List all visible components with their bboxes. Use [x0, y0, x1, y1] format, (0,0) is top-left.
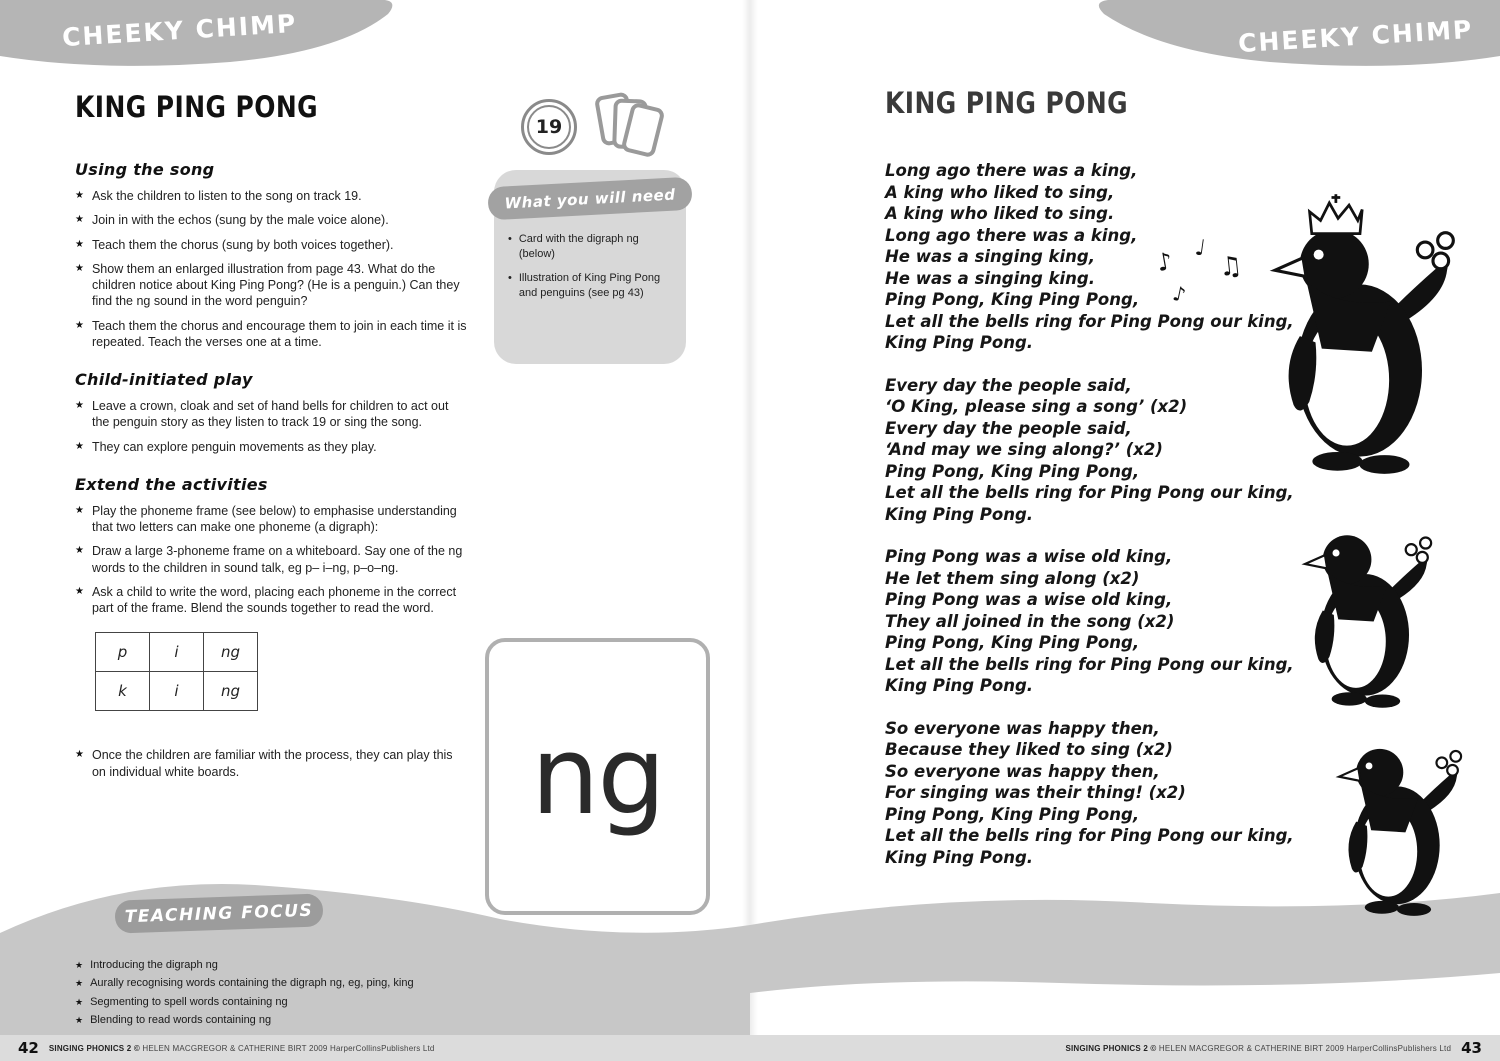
what-you-will-need-box: [494, 170, 686, 364]
star-bullet-icon: ★: [75, 585, 84, 597]
bullet-text: Join in with the echos (sung by the male voice alone).: [91, 213, 389, 228]
bullet-text: Leave a crown, cloak and set of hand bells for children to act out the penguin story as they listen to track 19 or sing the song.: [91, 399, 449, 430]
song-lyrics: [885, 160, 1295, 889]
section-heading: Using the song: [75, 160, 215, 179]
page-number-right: 43: [1461, 1039, 1482, 1057]
star-bullet-icon: ★: [75, 749, 84, 761]
section-child-initiated-play: [75, 370, 467, 455]
music-note-icon: ♪: [1154, 246, 1175, 278]
section-extend-the-activities: [75, 475, 467, 617]
star-bullet-icon: ★: [75, 214, 84, 226]
star-bullet-icon: ★: [75, 996, 84, 1007]
lyric-line: Ping Pong was a wise old king,: [885, 547, 1173, 566]
instructions-column: [75, 160, 467, 788]
list-item: [75, 318, 467, 351]
list-item: [75, 439, 467, 455]
lyric-line: ‘And may we sing along?’ (x2): [885, 440, 1163, 459]
bullet-text: Ask a child to write the word, placing each phoneme in the correct part of the frame. Blend the sounds together to read the word.: [91, 584, 457, 615]
lyric-line: A king who liked to sing,: [885, 182, 1115, 202]
penguin-illustration: [1292, 522, 1442, 710]
teaching-focus-banner: TEACHING FOCUS: [114, 893, 323, 933]
star-bullet-icon: ★: [75, 400, 84, 411]
verse-3: [885, 546, 1295, 697]
lyric-line: Because they liked to sing (x2): [885, 740, 1173, 759]
lyric-line: Ping Pong was a wise old king,: [885, 590, 1173, 609]
lyric-line: Ping Pong, King Ping Pong,: [885, 633, 1140, 652]
lyric-line: Let all the bells ring for Ping Pong our king,: [885, 654, 1294, 674]
teaching-focus-text: Blending to read words containing ng: [90, 1013, 272, 1026]
list-item: [75, 261, 467, 310]
phoneme-cell: i: [150, 633, 204, 672]
need-item-text: Illustration of King Ping Pong and penguins (see pg 43): [518, 271, 661, 299]
lyric-line: Long ago there was a king,: [885, 161, 1138, 180]
bullet-text: Show them an enlarged illustration from page 43. What do the children notice about King Ping Pong? (He is a penguin.) Can they find the ng sound in the word penguin?: [91, 261, 460, 309]
star-bullet-icon: ★: [75, 545, 84, 557]
teaching-focus-list: [75, 958, 535, 1031]
list-item: [75, 747, 467, 780]
bullet-text: Draw a large 3-phoneme frame on a whiteboard. Say one of the ng words to the children in sound talk, eg p– i–ng, p–o–ng.: [91, 544, 463, 575]
list-item: [75, 188, 467, 204]
section-heading: Child-initiated play: [75, 370, 253, 389]
lyric-line: A king who liked to sing.: [885, 204, 1115, 223]
phoneme-cell: ng: [204, 633, 258, 672]
teaching-focus-text: Aurally recognising words containing the digraph ng, eg, ping, king: [90, 977, 414, 990]
lyric-line: He let them sing along (x2): [885, 568, 1140, 588]
page-title-left: KING PING PONG: [75, 90, 319, 124]
teaching-focus-text: Introducing the digraph ng: [90, 959, 218, 971]
verse-1: [885, 160, 1295, 354]
need-box-header: What you will need: [487, 177, 692, 221]
digraph-flashcard: [485, 638, 710, 915]
need-item: [508, 232, 672, 262]
digraph-text: ng: [530, 714, 664, 839]
lyric-line: They all joined in the song (x2): [885, 611, 1175, 631]
footer-right: [1065, 1039, 1482, 1057]
need-item: [508, 271, 672, 301]
list-item: [75, 584, 467, 617]
footer-strip: [0, 1035, 1500, 1061]
star-bullet-icon: ★: [75, 1014, 84, 1025]
lyric-line: Ping Pong, King Ping Pong,: [885, 804, 1140, 824]
star-bullet-icon: ★: [75, 440, 84, 452]
lyric-line: Every day the people said,: [885, 375, 1132, 395]
lyric-line: Let all the bells ring for Ping Pong our king,: [885, 483, 1294, 502]
music-note-icon: ♪: [1170, 280, 1189, 308]
music-note-icon: ♩: [1193, 235, 1208, 262]
teaching-focus-item: [75, 976, 535, 990]
star-bullet-icon: ★: [75, 262, 84, 274]
music-note-icon: ♫: [1217, 250, 1244, 284]
lyric-line: Long ago there was a king,: [885, 225, 1138, 245]
teaching-focus-item: [75, 1013, 535, 1027]
list-item: [75, 237, 467, 253]
list-item: [75, 212, 467, 228]
track-number: 19: [527, 105, 571, 149]
lyric-line: So everyone was happy then,: [885, 718, 1160, 738]
phoneme-frame-row: [96, 633, 258, 672]
section-heading: Extend the activities: [75, 474, 268, 494]
lyric-line: He was a singing king,: [885, 247, 1096, 266]
lyric-line: Ping Pong, King Ping Pong,: [885, 461, 1140, 481]
lyric-line: ‘O King, please sing a song’ (x2): [885, 397, 1188, 416]
dot-bullet-icon: •: [508, 271, 512, 284]
section-using-the-song: [75, 160, 467, 350]
bullet-text: They can explore penguin movements as they play.: [91, 439, 377, 454]
bullet-text: Ask the children to listen to the song on track 19.: [91, 189, 362, 203]
series-banner-left: CHEEKY CHIMP: [61, 8, 299, 53]
verse-4: [885, 718, 1295, 869]
lyric-line: Let all the bells ring for Ping Pong our king,: [885, 826, 1294, 845]
credit-rest: HELEN MACGREGOR & CATHERINE BIRT 2009 HarperCollinsPublishers Ltd: [1158, 1043, 1452, 1053]
page-number-left: 42: [18, 1039, 39, 1057]
credit-bold: SINGING PHONICS 2 ©: [1065, 1043, 1157, 1053]
lyric-line: So everyone was happy then,: [885, 761, 1160, 781]
list-item: [75, 503, 467, 536]
phoneme-cell: p: [96, 633, 150, 672]
star-bullet-icon: ★: [75, 960, 84, 970]
lyric-line: King Ping Pong.: [885, 333, 1034, 352]
lyric-line: For singing was their thing! (x2): [885, 783, 1186, 802]
credit-line-right: [1065, 1044, 1451, 1053]
bullet-text: Teach them the chorus (sung by both voices together).: [91, 237, 394, 252]
lyric-line: Ping Pong, King Ping Pong,: [885, 290, 1140, 309]
bullet-text: Play the phoneme frame (see below) to emphasise understanding that two letters can make one phoneme (a digraph):: [91, 503, 457, 534]
phoneme-frame-table: [95, 632, 258, 711]
bullet-text: Once the children are familiar with the process, they can play this on individual white boards.: [91, 748, 453, 779]
star-bullet-icon: ★: [75, 238, 84, 250]
star-bullet-icon: ★: [75, 190, 84, 201]
phoneme-cell: ng: [204, 672, 258, 711]
phoneme-cell: i: [150, 672, 204, 711]
teaching-focus-item: [75, 995, 535, 1009]
lyric-line: He was a singing king.: [885, 268, 1096, 288]
need-item-text: Card with the digraph ng (below): [518, 233, 639, 260]
phoneme-cell: k: [96, 672, 150, 711]
lyric-line: King Ping Pong.: [885, 504, 1034, 524]
list-item: [75, 398, 467, 431]
track-number-badge: [521, 99, 577, 155]
lyric-line: Every day the people said,: [885, 418, 1132, 438]
star-bullet-icon: ★: [75, 978, 84, 989]
bullet-text: Teach them the chorus and encourage them to join in each time it is repeated. Teach the verses one at a time.: [91, 318, 467, 349]
lyric-line: King Ping Pong.: [885, 676, 1034, 695]
penguin-illustration: [1330, 736, 1468, 918]
dot-bullet-icon: •: [508, 233, 512, 245]
lyric-line: King Ping Pong.: [885, 847, 1034, 867]
verse-2: [885, 375, 1295, 526]
teaching-focus-text: Segmenting to spell words containing ng: [90, 995, 288, 1008]
credit-line-left: [49, 1044, 435, 1053]
series-banner-right: CHEEKY CHIMP: [1237, 14, 1475, 59]
list-item: [75, 543, 467, 576]
page-title-right: KING PING PONG: [885, 86, 1129, 120]
flashcards-icon: [590, 88, 675, 173]
credit-bold: SINGING PHONICS 2 ©: [48, 1043, 140, 1053]
teaching-focus-item: [75, 958, 535, 972]
star-bullet-icon: ★: [75, 504, 84, 516]
footer-left: [18, 1039, 435, 1057]
lyric-line: Let all the bells ring for Ping Pong our king,: [885, 311, 1294, 331]
star-bullet-icon: ★: [75, 319, 84, 331]
phoneme-frame-row: [96, 672, 258, 711]
credit-rest: HELEN MACGREGOR & CATHERINE BIRT 2009 HarperCollinsPublishers Ltd: [142, 1043, 435, 1053]
